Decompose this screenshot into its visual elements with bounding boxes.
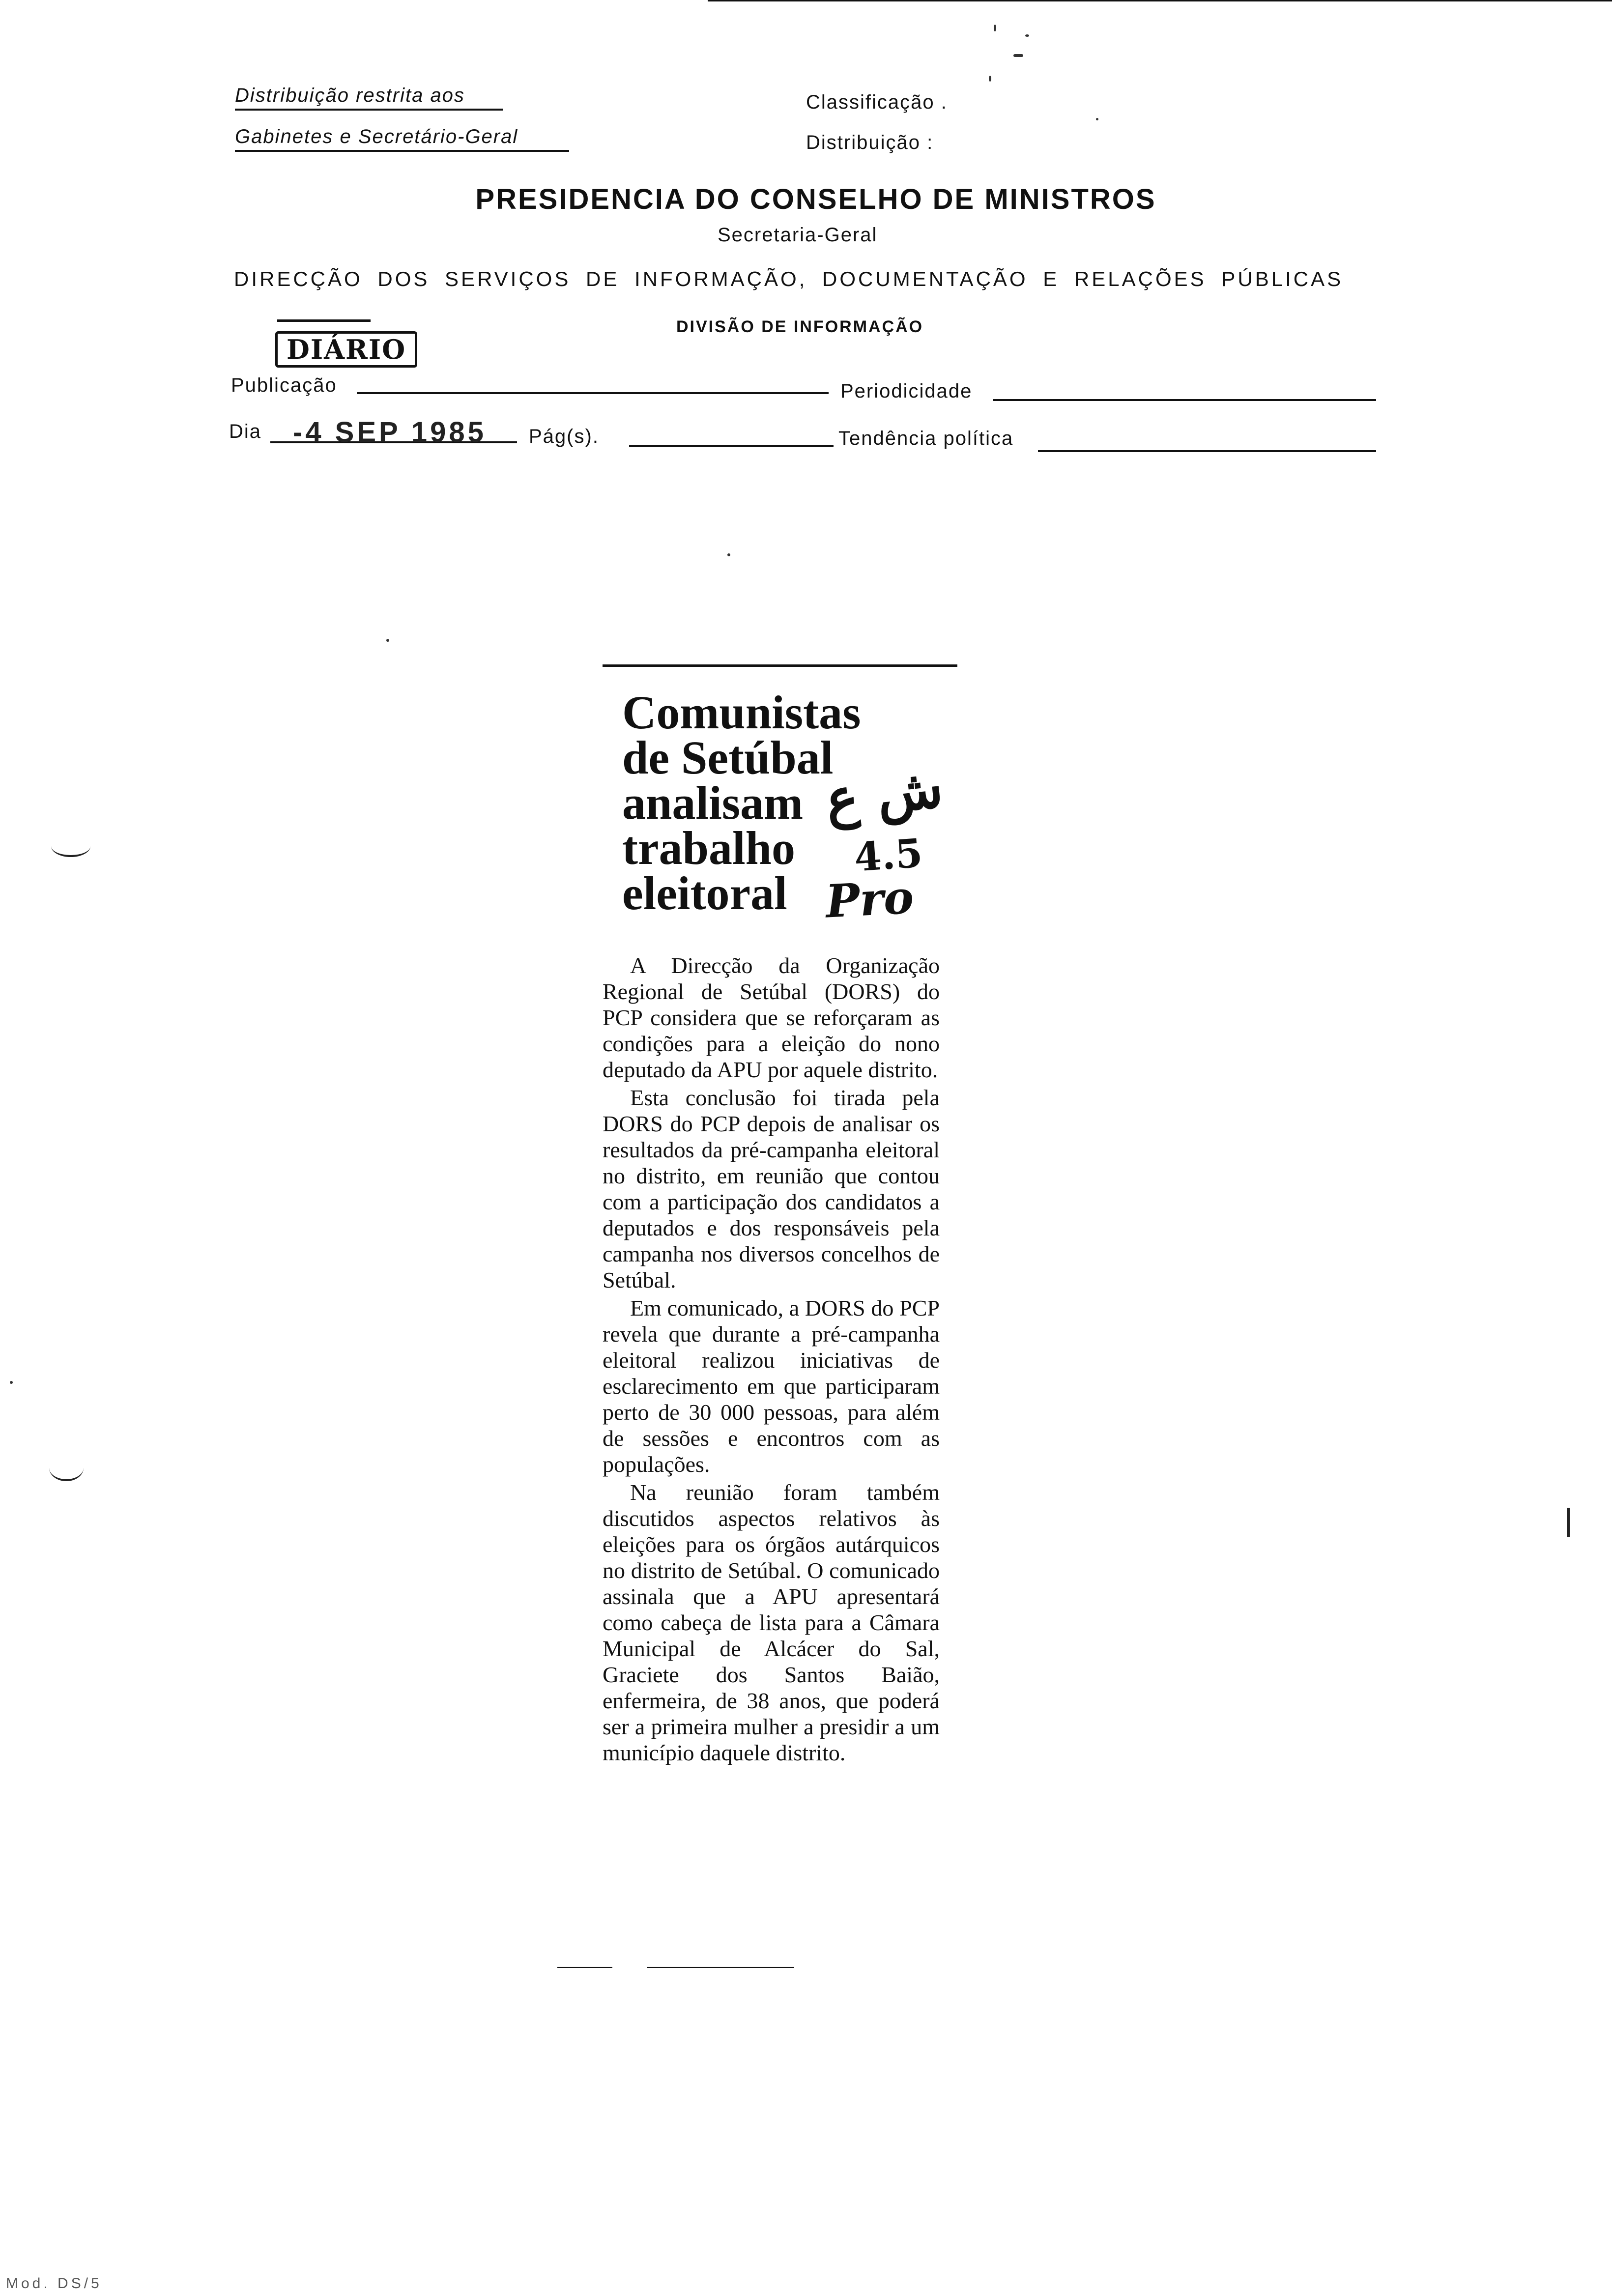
tendencia-field-line xyxy=(1038,450,1376,452)
article-end-rule-right xyxy=(647,1967,794,1968)
dia-label: Dia xyxy=(229,421,262,442)
publication-stamp: DIÁRIO xyxy=(275,331,417,368)
classificacao-label: Classificação . xyxy=(806,91,948,113)
top-rule xyxy=(708,0,1612,1)
pags-label: Pág(s). xyxy=(529,426,599,447)
article-top-rule xyxy=(603,664,957,667)
speck xyxy=(10,1381,13,1384)
pags-field-line xyxy=(629,445,834,447)
headline-line-1: Comunistas xyxy=(622,686,861,739)
headline-line-4: trabalho xyxy=(622,822,796,874)
page-subtitle: Secretaria-Geral xyxy=(718,224,878,246)
speck xyxy=(1013,54,1023,57)
handwritten-pro: Pro xyxy=(824,870,915,928)
article-paragraph: Em comunicado, a DORS do PCP revela que durante a pré-campanha eleitoral realizou iniciativas de esclarecimento em que participaram perto de 30 000 pessoas, para além de sessões e encontros com as populações. xyxy=(603,1295,940,1477)
speck xyxy=(386,639,389,642)
periodicidade-label: Periodicidade xyxy=(840,380,973,402)
speck xyxy=(1096,118,1098,120)
scan-mark-left-top xyxy=(51,835,90,857)
publicacao-label: Publicação xyxy=(231,374,337,396)
division-line: DIVISÃO DE INFORMAÇÃO xyxy=(676,317,924,336)
article-paragraph: Na reunião foram também discutidos aspectos relativos às eleições para os órgãos autárquicos no distrito de Setúbal. O comunicado assinala que a APU apresentará como cabeça de lista para a Câmara Municipal de Alcácer do Sal, Graciete dos Santos Baião, enfermeira, de 38 anos, que poderá ser a primeira mulher a presidir a um município daquele distrito. xyxy=(603,1480,940,1765)
scan-mark-left-bottom xyxy=(49,1455,84,1481)
article-paragraph: A Direcção da Organização Regional de Setúbal (DORS) do PCP considera que se reforçaram as condições para a eleição do nono deputado da APU por aquele distrito. xyxy=(603,953,940,1082)
form-code: Mod. DS/5 xyxy=(6,2275,102,2292)
page-title: PRESIDENCIA DO CONSELHO DE MINISTROS xyxy=(475,183,1156,215)
directorate-line: DIRECÇÃO DOS SERVIÇOS DE INFORMAÇÃO, DOCUMENTAÇÃO E RELAÇÕES PÚBLICAS xyxy=(234,267,1344,290)
publication-stamp-box xyxy=(275,319,415,377)
handwritten-number: 4.5 xyxy=(852,830,924,881)
handwritten-arabic: ش ع xyxy=(822,755,946,832)
headline-line-5: eleitoral xyxy=(622,867,787,919)
distribution-line-1: Distribuição restrita aos xyxy=(235,85,503,111)
article-paragraph: Esta conclusão foi tirada pela DORS do PCP depois de analisar os resultados da pré-campanha eleitoral no distrito, em reunião que contou com a participação dos candidatos a deputados e dos responsáveis pela campanha nos diversos concelhos de Setúbal. xyxy=(603,1085,940,1292)
headline-line-3: analisam xyxy=(622,776,804,829)
distribuicao-label: Distribuição : xyxy=(806,132,934,153)
speck xyxy=(727,553,730,556)
speck xyxy=(994,25,996,31)
speck xyxy=(989,76,991,82)
date-stamp: -4 SEP 1985 xyxy=(293,416,487,448)
distribution-line-2: Gabinetes e Secretário-Geral xyxy=(235,126,569,152)
publicacao-field-line xyxy=(357,392,829,394)
tendencia-label: Tendência política xyxy=(838,428,1014,449)
periodicidade-field-line xyxy=(993,399,1376,401)
headline-line-2: de Setúbal xyxy=(622,731,834,784)
speck xyxy=(1025,34,1029,37)
stamp-top-stroke xyxy=(277,319,371,322)
article-end-rule-left xyxy=(557,1967,612,1968)
article-body xyxy=(603,952,940,1768)
scan-mark-right xyxy=(1567,1508,1570,1537)
